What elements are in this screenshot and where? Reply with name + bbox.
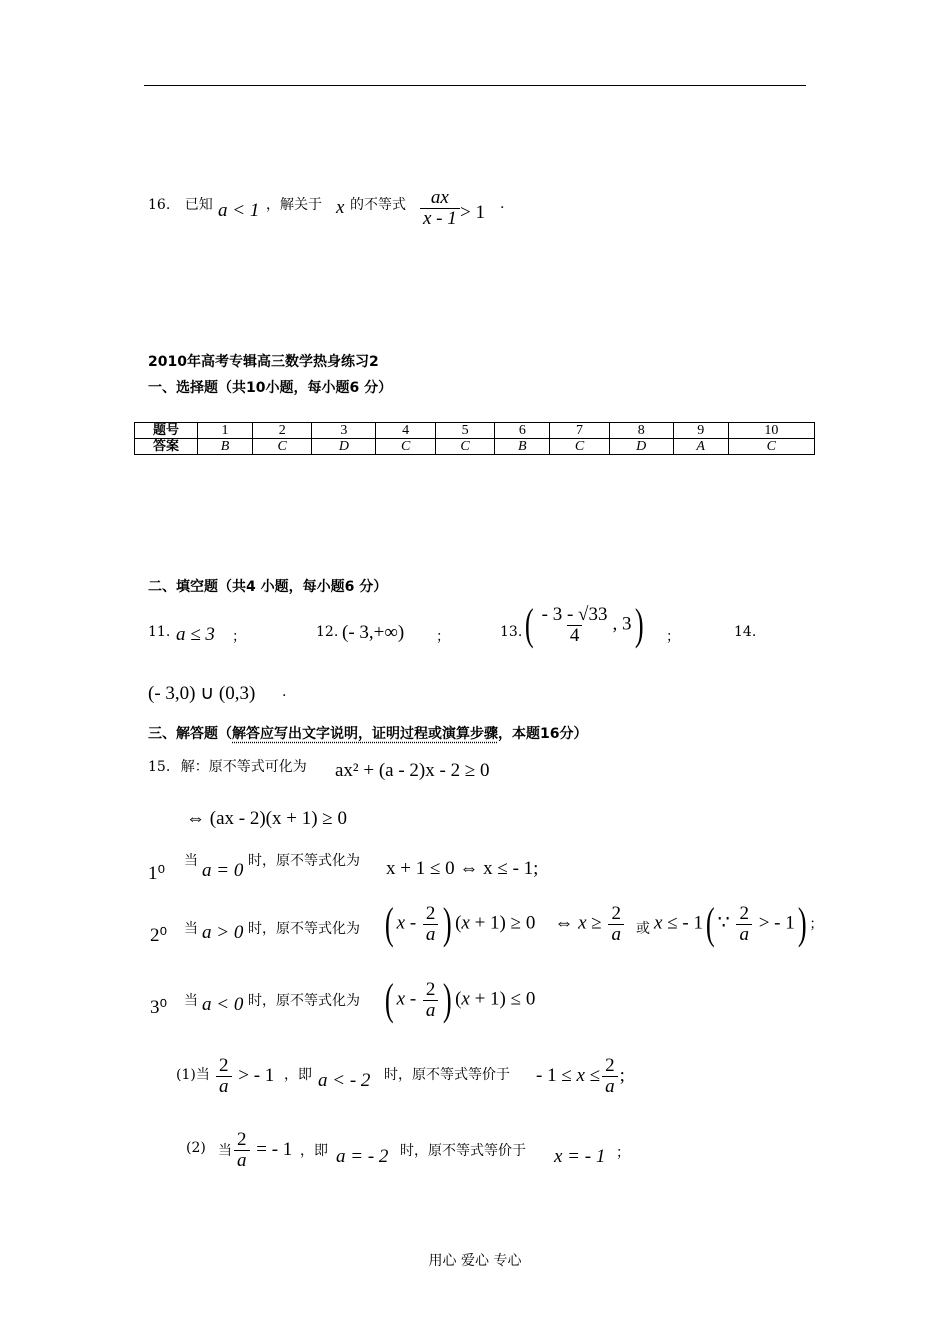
separator: ； — [616, 1145, 630, 1161]
problem-16 — [148, 194, 213, 214]
separator: ； — [232, 629, 246, 645]
answer-12: (- 3,+∞) — [342, 622, 405, 643]
subcase-text: ，即 — [300, 1143, 328, 1159]
answer-label: 12. — [316, 624, 339, 640]
section-heading-2: 二、填空题（共4 小题，每小题6 分） — [148, 579, 388, 595]
subcase-equation: $\frac{2}{a}$ > - 1 — [214, 1056, 274, 1097]
table-cell: 9 — [673, 423, 728, 439]
case-condition: a < 0 — [202, 994, 244, 1015]
case-number: 2⁰ — [150, 925, 168, 946]
case-text: 时，原不等式化为 — [248, 921, 360, 937]
subcase-condition: a < - 2 — [318, 1070, 371, 1091]
table-row — [135, 439, 815, 455]
page-footer: 用心 爱心 专心 — [428, 1253, 522, 1269]
table-cell: 6 — [495, 423, 550, 439]
case-condition: a = 0 — [202, 860, 244, 881]
subcase-condition: a = - 2 — [336, 1146, 389, 1167]
table-cell: 10 — [728, 423, 814, 439]
table-cell: A — [673, 439, 728, 455]
row-label: 题号 — [135, 423, 198, 439]
equation-1: ax² + (a - 2)x - 2 ≥ 0 — [335, 760, 490, 781]
equation-2: ⇔ (ax - 2)(x + 1) ≥ 0 — [186, 808, 347, 829]
case-text: 当 — [184, 993, 198, 1009]
answer-label: 14. — [734, 624, 757, 640]
answer-label: 13. — [500, 624, 523, 640]
subcase-label: (2) — [186, 1140, 206, 1156]
variable-x: x — [336, 197, 345, 218]
table-cell: C — [550, 439, 609, 455]
answer-table — [134, 422, 815, 455]
case-number: 1⁰ — [148, 863, 166, 884]
table-cell: 7 — [550, 423, 609, 439]
period: . — [500, 196, 505, 212]
case-equation: ( x - $\frac{2}{a}$ ) (x + 1) ≤ 0 — [384, 975, 536, 1024]
table-cell: 2 — [252, 423, 311, 439]
subcase-text: 当 — [218, 1143, 232, 1159]
problem-text: 的不等式 — [350, 197, 406, 213]
answer-label: 11. — [148, 624, 171, 640]
case-number: 3⁰ — [150, 997, 168, 1018]
case-text: 当 — [184, 921, 198, 937]
case-text: 或 — [636, 921, 650, 937]
case-equation: x + 1 ≤ 0 ⇔ x ≤ - 1; — [386, 858, 539, 879]
table-cell: B — [495, 439, 550, 455]
table-cell: D — [312, 439, 376, 455]
period: . — [282, 684, 287, 700]
table-cell: 8 — [609, 423, 673, 439]
table-cell: 3 — [312, 423, 376, 439]
subcase-text: 时，原不等式等价于 — [384, 1067, 510, 1083]
problem-text: 已知 — [184, 197, 213, 213]
separator: ； — [436, 629, 450, 645]
separator: ； — [666, 629, 680, 645]
answer-11: a ≤ 3 — [176, 624, 215, 645]
table-cell: C — [435, 439, 494, 455]
table-cell: C — [376, 439, 435, 455]
subcase-equation: x = - 1 — [554, 1146, 606, 1167]
table-cell: C — [252, 439, 311, 455]
table-cell: C — [728, 439, 814, 455]
table-cell: 4 — [376, 423, 435, 439]
table-cell: 5 — [435, 423, 494, 439]
answer-14: (- 3,0) ∪ (0,3) — [148, 683, 256, 704]
section-heading-1: 一、选择题（共10小题，每小题6 分） — [148, 380, 393, 396]
case-text: 当 — [184, 853, 198, 869]
case-equation: ( x - $\frac{2}{a}$ ) (x + 1) ≥ 0 ⇔ x ≥ $\frac{2}{a}$ — [382, 902, 626, 946]
header-rule — [144, 85, 806, 86]
problem-number: 16. — [148, 197, 171, 213]
inequality-fraction: $\frac{ax}{x - 1}$ — [418, 188, 462, 229]
case-text: 时，原不等式化为 — [248, 993, 360, 1009]
subcase-label: (1)当 — [176, 1067, 210, 1083]
solution-intro: 15. 解：原不等式可化为 — [148, 759, 307, 775]
table-cell: B — [198, 439, 253, 455]
condition-a-lt-1: a < 1 — [218, 200, 260, 221]
table-cell: D — [609, 439, 673, 455]
subcase-text: ，即 — [284, 1067, 312, 1083]
row-label: 答案 — [135, 439, 198, 455]
table-row — [135, 423, 815, 439]
subcase-equation: $\frac{2}{a}$ = - 1 — [232, 1130, 292, 1171]
section-heading-3: 三、解答题（解答应写出文字说明，证明过程或演算步骤，本题16分） — [148, 726, 588, 742]
problem-text: ，解关于 — [266, 197, 322, 213]
inequality-rhs: > 1 — [460, 202, 485, 223]
case-condition: a > 0 — [202, 922, 244, 943]
page-title: 2010年高考专辑高三数学热身练习2 — [148, 354, 379, 370]
table-cell: 1 — [198, 423, 253, 439]
case-text: 时，原不等式化为 — [248, 853, 360, 869]
subcase-equation: - 1 ≤ x ≤ $\frac{2}{a}$ ; — [536, 1055, 625, 1097]
answer-13: ( $\frac{- 3 - √33}{4}$ , 3) — [524, 600, 644, 649]
subcase-text: 时，原不等式等价于 — [400, 1143, 526, 1159]
case-equation: x ≤ - 1( ∵ $\frac{2}{a}$ > - 1) ； — [654, 899, 824, 948]
